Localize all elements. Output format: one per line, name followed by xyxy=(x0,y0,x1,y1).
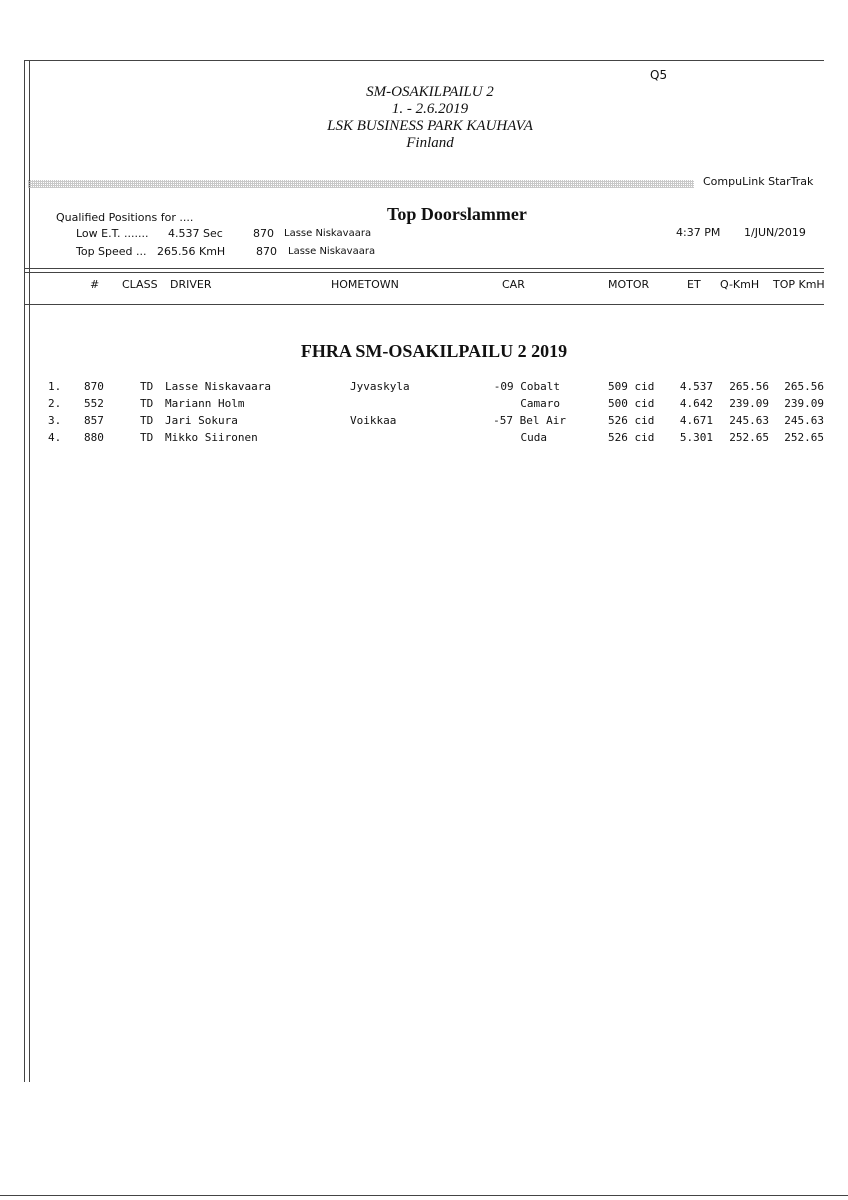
print-time: 4:37 PM xyxy=(676,226,721,239)
col-header-class: CLASS xyxy=(122,278,158,291)
row-position: 3. xyxy=(48,414,62,427)
row-class: TD xyxy=(140,397,154,410)
row-hometown: Jyvaskyla xyxy=(350,380,410,393)
row-motor: 526 cid xyxy=(608,431,655,444)
table-row xyxy=(0,431,848,448)
row-car: Camaro xyxy=(520,397,560,410)
class-title: Top Doorslammer xyxy=(387,204,527,224)
row-number: 552 xyxy=(84,397,104,410)
event-venue: LSK BUSINESS PARK KAUHAVA xyxy=(327,118,533,134)
section-title: FHRA SM-OSAKILPAILU 2 2019 xyxy=(300,341,568,361)
row-et: 5.301 xyxy=(679,431,713,444)
header-divider-2 xyxy=(24,272,824,273)
col-header-et: ET xyxy=(687,278,701,291)
event-country: Finland xyxy=(406,135,454,151)
row-topkmh: 252.65 xyxy=(784,431,824,444)
low-et-label: Low E.T. ....... xyxy=(76,227,149,240)
bottom-border xyxy=(0,1195,848,1196)
row-et: 4.671 xyxy=(679,414,713,427)
doc-code: Q5 xyxy=(650,68,668,82)
col-header-number: # xyxy=(90,278,100,291)
top-speed-number: 870 xyxy=(256,245,277,258)
event-title: SM-OSAKILPAILU 2 xyxy=(366,84,494,100)
left-border-inner xyxy=(29,60,30,1082)
row-qkmh: 252.65 xyxy=(729,431,769,444)
row-driver: Jari Sokura xyxy=(165,414,238,427)
table-row xyxy=(0,380,848,397)
row-et: 4.642 xyxy=(679,397,713,410)
top-speed-value: 265.56 KmH xyxy=(157,245,226,258)
low-et-driver: Lasse Niskavaara xyxy=(284,228,372,239)
row-position: 1. xyxy=(48,380,62,393)
col-header-hometown: HOMETOWN xyxy=(331,278,399,291)
row-number: 857 xyxy=(84,414,104,427)
row-driver: Lasse Niskavaara xyxy=(165,380,271,393)
col-header-qkmh: Q-KmH xyxy=(720,278,760,291)
event-dates: 1. - 2.6.2019 xyxy=(391,101,469,117)
row-hometown: Voikkaa xyxy=(350,414,397,427)
low-et-value: 4.537 Sec xyxy=(168,227,223,240)
row-motor: 509 cid xyxy=(608,380,655,393)
row-topkmh: 239.09 xyxy=(784,397,824,410)
row-driver: Mariann Holm xyxy=(165,397,245,410)
brand-label: CompuLink StarTrak xyxy=(703,175,814,188)
columns-divider xyxy=(24,304,824,305)
row-position: 2. xyxy=(48,397,62,410)
row-class: TD xyxy=(140,414,154,427)
row-qkmh: 239.09 xyxy=(729,397,769,410)
qualified-heading: Qualified Positions for .... xyxy=(56,211,194,224)
col-header-driver: DRIVER xyxy=(170,278,212,291)
left-border-outer xyxy=(24,60,25,1082)
row-motor: 500 cid xyxy=(608,397,655,410)
table-row xyxy=(0,414,848,431)
top-speed-label: Top Speed ... xyxy=(76,245,147,258)
dotted-separator xyxy=(28,180,694,188)
row-qkmh: 245.63 xyxy=(729,414,769,427)
row-motor: 526 cid xyxy=(608,414,655,427)
top-speed-driver: Lasse Niskavaara xyxy=(288,246,376,257)
row-number: 880 xyxy=(84,431,104,444)
low-et-number: 870 xyxy=(253,227,274,240)
row-topkmh: 245.63 xyxy=(784,414,824,427)
row-class: TD xyxy=(140,380,154,393)
col-header-car: CAR xyxy=(502,278,525,291)
table-row xyxy=(0,397,848,414)
row-topkmh: 265.56 xyxy=(784,380,824,393)
row-car: Cuda xyxy=(520,431,547,444)
col-header-topkmh: TOP KmH xyxy=(773,278,825,291)
header-divider-1 xyxy=(24,268,824,269)
row-car: -57 Bel Air xyxy=(493,414,566,427)
row-number: 870 xyxy=(84,380,104,393)
row-class: TD xyxy=(140,431,154,444)
row-et: 4.537 xyxy=(679,380,713,393)
col-header-motor: MOTOR xyxy=(608,278,650,291)
row-car: -09 Cobalt xyxy=(493,380,560,393)
row-position: 4. xyxy=(48,431,62,444)
row-qkmh: 265.56 xyxy=(729,380,769,393)
top-border xyxy=(24,60,824,61)
row-driver: Mikko Siironen xyxy=(165,431,258,444)
print-date: 1/JUN/2019 xyxy=(744,226,806,239)
